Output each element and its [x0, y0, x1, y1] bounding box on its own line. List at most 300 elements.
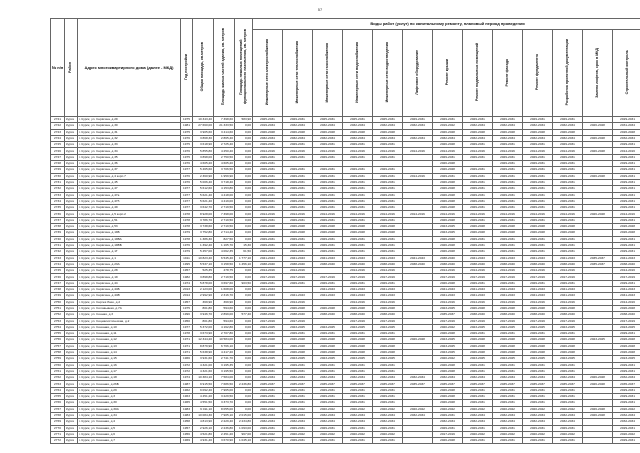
table-cell: 2032-2034 [613, 135, 640, 141]
table-cell: 2026-2028 [523, 349, 553, 355]
table-cell: 2032-2034 [373, 419, 403, 425]
table-cell: 2032-2034 [523, 412, 553, 418]
header-address: Адрес многоквартирного дома (далее - МКД) [78, 19, 181, 117]
table-cell: 2032-2034 [253, 375, 283, 381]
table-cell: 2026-2028 [433, 362, 463, 368]
table-cell: 2041-2043 [373, 287, 403, 293]
table-cell: 2026-2028 [343, 224, 373, 230]
table-cell: 2029-2031 [373, 186, 403, 192]
table-cell: г. Курск, ул. Серёгина, д.31 [78, 129, 181, 135]
table-cell: 0,00 [235, 343, 253, 349]
table-cell: 2029-2031 [283, 205, 313, 211]
table-cell: Курск [65, 419, 78, 425]
table-cell: 2029-2031 [343, 242, 373, 248]
table-cell: 2029-2031 [553, 249, 583, 255]
table-cell: 2761 [51, 368, 65, 374]
table-cell: 2029-2031 [553, 217, 583, 223]
table-cell: г. Курск, ул. Серёгина, д.47 [78, 186, 181, 192]
table-cell: 2023-2025 [463, 356, 493, 362]
table-cell: 2029-2031 [613, 205, 640, 211]
table-cell: 0,00 [235, 299, 253, 305]
table-cell: 2771 [51, 431, 65, 437]
table-cell: 2732 [51, 186, 65, 192]
table-cell: 1 165,70 [214, 242, 235, 248]
table-cell: 2029-2031 [313, 142, 343, 148]
table-cell [583, 438, 613, 444]
table-cell: 2023-2025 [583, 337, 613, 343]
table-cell: 2026-2028 [283, 343, 313, 349]
table-cell: 2733 [51, 192, 65, 198]
table-cell: 2025-2031 [253, 117, 283, 123]
table-cell: 2029-2031 [553, 331, 583, 337]
table-cell: 2029-2031 [613, 400, 640, 406]
table-cell: 2029-2031 [493, 331, 523, 337]
table-cell: 2029-2031 [523, 249, 553, 255]
table-cell: 2032-2034 [313, 123, 343, 129]
table-cell: 3 195,50 [214, 368, 235, 374]
table-cell: 2 719,50 [214, 205, 235, 211]
table-cell: 2017-2019 [523, 274, 553, 280]
table-cell: 2032-2034 [343, 419, 373, 425]
table-cell: 2029-2031 [373, 331, 403, 337]
table-cell: 2765 [51, 394, 65, 400]
table-cell: 2029-2031 [433, 412, 463, 418]
table-cell: 0,00 [235, 142, 253, 148]
table-cell: г. Курск, ул. Серёгина, д.4 корп.7 [78, 173, 181, 179]
table-cell: 2029-2031 [463, 425, 493, 431]
table-cell: Курск [65, 154, 78, 160]
table-cell: 2029-2031 [523, 242, 553, 248]
table-cell: 2026-2028 [253, 224, 283, 230]
table-cell: 2026-2028 [433, 394, 463, 400]
table-cell: 1976 [181, 148, 193, 154]
table-cell: 2038-2040 [283, 261, 313, 267]
table-cell: 2029-2031 [313, 438, 343, 444]
table-cell: 2029-2031 [613, 249, 640, 255]
table-cell: 2026-2028 [613, 349, 640, 355]
table-cell: 2038-2040 [403, 261, 433, 267]
table-cell: 2029-2031 [493, 179, 523, 185]
table-cell: 5 465,60 [193, 167, 214, 173]
table-cell: 2014-2016 [343, 211, 373, 217]
table-cell: 2035-2037 [283, 381, 313, 387]
table-cell: 2029-2031 [493, 387, 523, 393]
table-cell: 2 360,90 [193, 173, 214, 179]
table-cell: г. Курск, ул. Союзная, д.10 [78, 324, 181, 330]
table-cell: 2026-2028 [433, 236, 463, 242]
table-cell: 2029-2031 [523, 425, 553, 431]
table-cell: 1965 [181, 400, 193, 406]
table-cell: 2029-2031 [283, 394, 313, 400]
table-cell: 2029-2031 [313, 249, 343, 255]
table-cell: 4 605,20 [214, 161, 235, 167]
table-cell: 2032-2034 [343, 375, 373, 381]
table-cell: 2014-2016 [283, 299, 313, 305]
header-work-6: Ремонт крыши [433, 30, 463, 117]
table-cell: 2 725,40 [214, 142, 235, 148]
table-cell: 2032-2034 [433, 419, 463, 425]
table-cell: 3 898,00 [193, 154, 214, 160]
table-cell: 2029-2031 [343, 186, 373, 192]
table-cell: 0,00 [235, 400, 253, 406]
table-cell: 2029-2031 [613, 186, 640, 192]
table-cell: 2032-2034 [433, 135, 463, 141]
table-cell: 2032-2034 [313, 412, 343, 418]
table-cell: 2014-2016 [493, 148, 523, 154]
table-cell: 2029-2031 [253, 205, 283, 211]
table-cell: 2032-2034 [403, 123, 433, 129]
table-cell: 2041-2043 [343, 255, 373, 261]
table-cell: 2026-2028 [583, 135, 613, 141]
table-cell: 2032-2034 [343, 135, 373, 141]
table-cell: 2029-2031 [313, 368, 343, 374]
table-cell: 2029-2031 [343, 387, 373, 393]
table-cell: 4 321,00 [193, 362, 214, 368]
table-cell: 2745 [51, 268, 65, 274]
table-cell: 2020-2022 [433, 324, 463, 330]
table-cell: 2753 [51, 318, 65, 324]
table-cell: 2770 [51, 425, 65, 431]
table-cell: 1 093,00 [235, 425, 253, 431]
table-cell: 2029-2031 [253, 280, 283, 286]
table-cell: 2023-2025 [613, 356, 640, 362]
table-cell: Курск [65, 375, 78, 381]
table-cell: 2035-2037 [553, 381, 583, 387]
table-cell: Курск [65, 249, 78, 255]
table-cell: 2041-2043 [403, 255, 433, 261]
table-cell: 2026-2028 [313, 224, 343, 230]
table-cell: 2768 [51, 412, 65, 418]
table-cell: г. Курск, ул. Серёгина, д.47б [78, 198, 181, 204]
table-cell: 2029-2031 [523, 368, 553, 374]
table-cell: 1981 [181, 123, 193, 129]
table-cell: 2026-2028 [613, 224, 640, 230]
table-cell: 525,35 [193, 268, 214, 274]
table-cell: 2029-2031 [283, 217, 313, 223]
table-cell: 2041-2043 [433, 293, 463, 299]
table-cell: 1977 [181, 192, 193, 198]
table-cell: 2035-2037 [493, 381, 523, 387]
table-cell: 2755 [51, 331, 65, 337]
table-cell: 2029-2031 [613, 154, 640, 160]
table-cell: г. Курск, ул. Союзная, д.26Б [78, 381, 181, 387]
table-cell: 2029-2031 [493, 394, 523, 400]
table-cell: 2730 [51, 173, 65, 179]
table-cell: 2038-2040 [253, 261, 283, 267]
table-cell: 1976 [181, 135, 193, 141]
table-cell: 801,80 [193, 318, 214, 324]
table-cell: 2029-2031 [493, 217, 523, 223]
table-cell: 2032-2034 [553, 135, 583, 141]
table-cell: 2029-2031 [283, 186, 313, 192]
table-cell: 1975 [181, 305, 193, 311]
table-cell: 2017-2019 [433, 431, 463, 437]
table-cell: 2029-2031 [553, 167, 583, 173]
table-cell: 2026-2028 [493, 305, 523, 311]
table-cell: 2014-2016 [553, 268, 583, 274]
table-cell: 3 414,60 [214, 129, 235, 135]
table-cell: 2026-2028 [583, 412, 613, 418]
table-cell: 2760 [51, 362, 65, 368]
table-cell: 2029-2031 [253, 331, 283, 337]
table-cell: Курск [65, 412, 78, 418]
table-cell: 2026-2028 [583, 123, 613, 129]
table-cell: 2029-2031 [613, 331, 640, 337]
table-cell: 2029-2031 [463, 394, 493, 400]
table-cell: 2026-2028 [583, 148, 613, 154]
table-cell: 2032-2034 [313, 375, 343, 381]
table-cell: 1911 [181, 255, 193, 261]
header-works-group: Виды работ (услуг) по капитальному ремонту, плановый период проведения [253, 19, 640, 30]
table-cell: 2029-2031 [253, 154, 283, 160]
table-cell: 2029-2031 [253, 249, 283, 255]
table-cell: 2029-2031 [313, 198, 343, 204]
table-cell: 2041-2043 [523, 293, 553, 299]
table-cell: 2026-2028 [253, 349, 283, 355]
table-cell: 2026-2028 [523, 343, 553, 349]
table-cell: 2029-2031 [283, 425, 313, 431]
table-cell: 1 608,00 [214, 287, 235, 293]
table-cell: 2020-2022 [403, 406, 433, 412]
table-cell: 2032-2034 [463, 375, 493, 381]
table-cell: 2020-2022 [343, 431, 373, 437]
table-cell: 2032-2034 [343, 123, 373, 129]
table-cell: 2032-2034 [253, 412, 283, 418]
table-cell: 2032-2034 [313, 419, 343, 425]
table-cell: 2023-2025 [613, 324, 640, 330]
table-cell: 2026-2028 [583, 406, 613, 412]
table-cell: 2029-2031 [343, 198, 373, 204]
table-cell: 2032-2034 [523, 419, 553, 425]
table-cell: 2029-2031 [553, 179, 583, 185]
table-cell: 2029-2031 [493, 173, 523, 179]
table-cell: 2029-2031 [613, 173, 640, 179]
table-cell: 2029-2031 [523, 217, 553, 223]
table-cell: 2041-2043 [463, 287, 493, 293]
table-cell: 2029-2031 [493, 167, 523, 173]
table-cell: 2014-2016 [403, 173, 433, 179]
table-cell: 2029-2031 [463, 154, 493, 160]
table-cell: 0,00 [235, 186, 253, 192]
table-cell: 2026-2028 [433, 161, 463, 167]
table-cell: 2029-2031 [283, 362, 313, 368]
table-cell: 2029-2031 [493, 205, 523, 211]
table-cell: 4 419,00 [214, 198, 235, 204]
table-cell: г. Курск, ул. Серёгина, д.32 [78, 135, 181, 141]
table-cell: Курск [65, 261, 78, 267]
table-cell: 2038-2040 [553, 261, 583, 267]
table-cell: 2032-2034 [253, 135, 283, 141]
table-cell: 0,00 [235, 287, 253, 293]
table-cell: 1957 [181, 299, 193, 305]
table-cell: 0,00 [235, 349, 253, 355]
table-cell: 3 697,60 [214, 280, 235, 286]
table-cell: 2041-2043 [373, 255, 403, 261]
table-cell: 2029-2031 [463, 192, 493, 198]
table-cell: 2026-2028 [613, 343, 640, 349]
table-cell: 2026-2028 [433, 400, 463, 406]
table-cell: 2026-2028 [613, 305, 640, 311]
table-cell: 2017-2019 [373, 274, 403, 280]
table-cell: 0,00 [235, 305, 253, 311]
table-cell: 2038-2040 [493, 261, 523, 267]
table-cell: 2041-2043 [313, 255, 343, 261]
table-cell: 2041-2043 [313, 287, 343, 293]
table-cell: г. Курск, ул. Серёгина, д.53 [78, 224, 181, 230]
table-cell: 2029-2031 [253, 387, 283, 393]
table-cell: 2035-2037 [373, 381, 403, 387]
table-row [51, 438, 640, 444]
table-cell: 2772 [51, 438, 65, 444]
table-cell: 3 195,35 [214, 362, 235, 368]
table-cell: г. Курск, ул. Серёгина, д.5 корп.2 [78, 211, 181, 217]
table-cell: 2029-2031 [343, 400, 373, 406]
table-cell: Курск [65, 161, 78, 167]
table-cell: 2029-2031 [613, 167, 640, 173]
table-cell: 2029-2031 [253, 186, 283, 192]
table-cell: г. Курск, ул. Союзная, д.34 [78, 412, 181, 418]
table-cell: 2029-2031 [493, 362, 523, 368]
table-cell: 2029-2031 [463, 142, 493, 148]
table-cell: 1976 [181, 242, 193, 248]
table-cell: 2757 [51, 343, 65, 349]
table-cell: 2029-2031 [283, 249, 313, 255]
table-cell: 2029-2031 [283, 331, 313, 337]
table-cell: 2029-2031 [253, 362, 283, 368]
table-cell: 2035-2037 [613, 381, 640, 387]
table-cell: 2035-2037 [253, 381, 283, 387]
table-cell: 2029-2031 [373, 167, 403, 173]
table-cell: 2029-2031 [283, 242, 313, 248]
table-cell: 2038-2040 [253, 312, 283, 318]
table-cell: 2029-2031 [253, 242, 283, 248]
table-cell: 2026-2028 [553, 129, 583, 135]
table-cell: 2023-2025 [433, 343, 463, 349]
table-cell: 2029-2031 [343, 217, 373, 223]
table-cell: 2029-2031 [253, 192, 283, 198]
table-cell: 2014-2016 [613, 268, 640, 274]
table-cell: 2729 [51, 167, 65, 173]
table-cell: г. Курск, ул. Серёгина, д.49 [78, 205, 181, 211]
table-cell: 2026-2028 [613, 337, 640, 343]
table-cell: 4 153,80 [214, 186, 235, 192]
table-cell: 2026-2028 [553, 349, 583, 355]
table-cell: 2 992,90 [193, 293, 214, 299]
table-cell: 2029-2031 [373, 242, 403, 248]
table-cell: 0,00 [235, 167, 253, 173]
table-cell: 2017-2019 [553, 318, 583, 324]
table-cell: 2741 [51, 242, 65, 248]
table-cell: 2 714,40 [214, 230, 235, 236]
table-cell: 2017-2019 [463, 274, 493, 280]
table-cell: 2029-2031 [283, 368, 313, 374]
table-cell: 2 865,40 [214, 135, 235, 141]
table-cell: 12 344,20 [193, 337, 214, 343]
table-cell: 2023-2025 [493, 356, 523, 362]
capital-repair-table [50, 18, 640, 444]
table-cell: 3 670,90 [214, 438, 235, 444]
table-cell: 1971 [181, 337, 193, 343]
table-cell: 478,75 [214, 268, 235, 274]
table-cell: 2029-2031 [313, 205, 343, 211]
table-cell: 2017-2019 [493, 318, 523, 324]
table-cell: 2026-2028 [313, 305, 343, 311]
table-cell: 2032-2034 [403, 412, 433, 418]
table-cell: Курск [65, 299, 78, 305]
table-cell: 2032-2034 [493, 375, 523, 381]
table-cell: 2029-2031 [373, 198, 403, 204]
table-cell: 2029-2031 [553, 387, 583, 393]
table-cell: 2029-2031 [343, 438, 373, 444]
table-cell: 1975 [181, 154, 193, 160]
table-cell: 2014-2016 [283, 148, 313, 154]
table-cell: 2014-2016 [523, 268, 553, 274]
table-cell: 2029-2031 [553, 394, 583, 400]
table-cell: 0,00 [235, 205, 253, 211]
table-cell: 2026-2028 [253, 343, 283, 349]
table-cell: 2026-2028 [313, 230, 343, 236]
table-cell: 2023-2025 [463, 324, 493, 330]
table-cell: 5 878,00 [193, 280, 214, 286]
table-cell: 2032-2034 [553, 419, 583, 425]
table-cell: Курск [65, 287, 78, 293]
table-cell: Курск [65, 224, 78, 230]
table-cell: 2029-2031 [343, 205, 373, 211]
table-cell: 2029-2031 [343, 173, 373, 179]
table-cell: 1976 [181, 161, 193, 167]
table-cell: 2020-2022 [283, 406, 313, 412]
table-cell: 2029-2031 [313, 236, 343, 242]
table-cell: 1950 [181, 318, 193, 324]
table-cell: 2029-2031 [373, 154, 403, 160]
table-cell: 2025-2031 [373, 117, 403, 123]
table-cell: 2029-2031 [613, 161, 640, 167]
table-cell: 1963 [181, 394, 193, 400]
table-cell: 2038-2040 [433, 261, 463, 267]
table-cell: 2020-2022 [523, 431, 553, 437]
table-cell: 2017-2019 [523, 318, 553, 324]
table-cell: 2029-2031 [553, 117, 583, 123]
table-cell: 2029-2031 [313, 192, 343, 198]
table-cell: 9 011,10 [193, 406, 214, 412]
table-cell: 2041-2043 [373, 293, 403, 299]
table-cell: Курск [65, 305, 78, 311]
table-cell: 2026-2028 [433, 249, 463, 255]
table-cell: 2 899,00 [214, 312, 235, 318]
table-cell: 2029-2031 [463, 387, 493, 393]
table-cell: 827,50 [214, 236, 235, 242]
table-cell: 2029-2031 [523, 192, 553, 198]
table-cell: 2026-2028 [433, 192, 463, 198]
table-cell: 2029-2031 [253, 173, 283, 179]
header-district: Район [65, 19, 78, 117]
table-cell: 10 384,10 [193, 375, 214, 381]
table-cell: г. Курск, ул. Серёгина, д.44 [78, 280, 181, 286]
table-cell: 4 321,60 [193, 368, 214, 374]
table-cell: 2026-2028 [433, 167, 463, 173]
table-cell: г. Курск, ул. Серёгина, д.36 [78, 161, 181, 167]
table-cell: 3 738,60 [193, 224, 214, 230]
table-cell: 2029-2031 [253, 400, 283, 406]
table-cell: 1977 [181, 205, 193, 211]
table-cell: 1969 [181, 438, 193, 444]
table-cell: 2017-2019 [283, 318, 313, 324]
table-cell: 2740 [51, 236, 65, 242]
table-cell: г. Курск, ул. Сергея Лазо, д.2 [78, 299, 181, 305]
table-cell: 2029-2031 [283, 173, 313, 179]
table-cell: 1956 [181, 431, 193, 437]
table-cell: 8 928,00 [193, 211, 214, 217]
